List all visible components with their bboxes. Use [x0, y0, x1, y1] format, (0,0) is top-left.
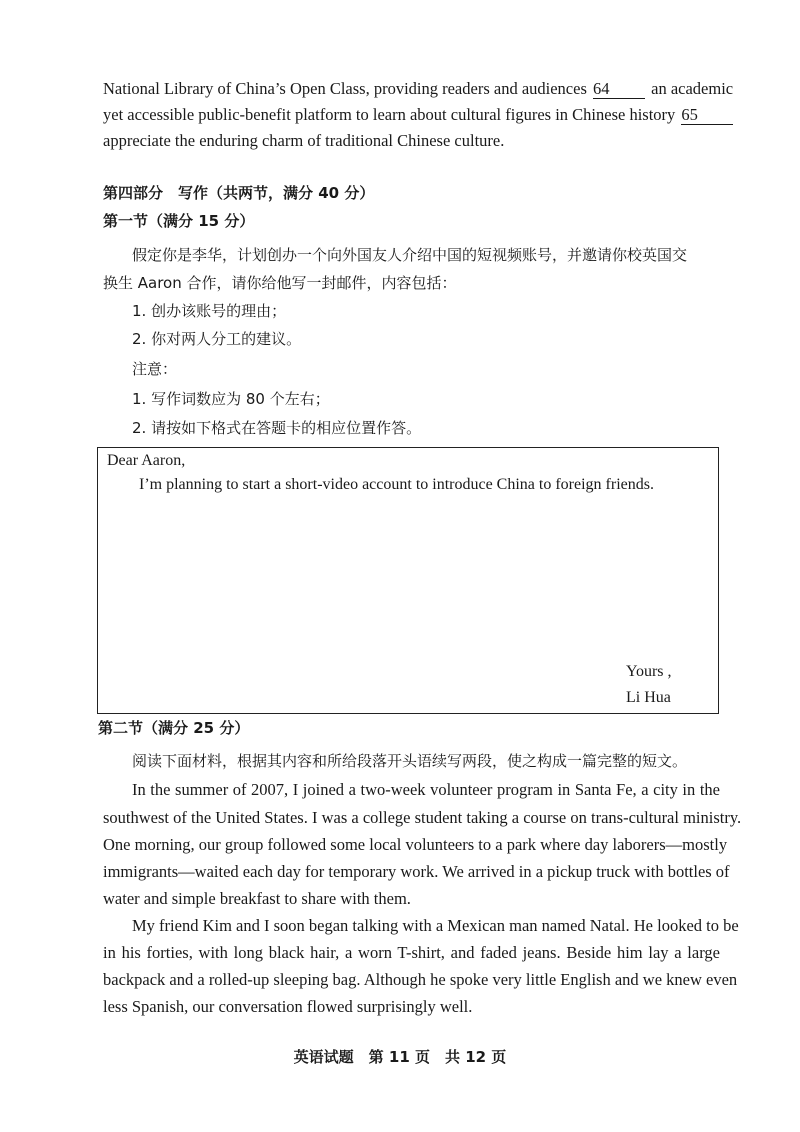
passage-line-2: yet accessible public-benefit platform to learn about cultural figures in Chinese history 65	[103, 102, 715, 128]
part4-heading: 第四部分 写作（共两节，满分 40 分）	[103, 184, 375, 202]
section2-heading: 第二节（满分 25 分）	[98, 719, 250, 737]
requirement-item-1: 1. 创办该账号的理由；	[132, 302, 287, 320]
section1-prompt-line-2: 换生 Aaron 合作，请你给他写一封邮件，内容包括：	[103, 274, 457, 292]
passage-line-3: appreciate the enduring charm of traditional Chinese culture.	[103, 131, 505, 150]
note-item-1: 1. 写作词数应为 80 个左右；	[132, 390, 330, 408]
letter-closing: Yours ,	[626, 663, 672, 680]
para1-line-1: In the summer of 2007, I joined a two-week volunteer program in Santa Fe, a city in the	[132, 780, 720, 799]
para2-line-3: backpack and a rolled-up sleeping bag. Although he spoke very little English and we knew even	[103, 970, 738, 989]
section2-instruction: 阅读下面材料，根据其内容和所给段落开头语续写两段，使之构成一篇完整的短文。	[132, 752, 688, 770]
blank-64: 64	[593, 80, 645, 99]
letter-opening: I’m planning to start a short-video account to introduce China to foreign friends.	[139, 476, 654, 493]
letter-signature: Li Hua	[626, 689, 671, 706]
blank-65: 65	[681, 106, 733, 125]
para2-line-1: My friend Kim and I soon began talking with a Mexican man named Natal. He looked to be	[132, 916, 739, 935]
section1-heading: 第一节（满分 15 分）	[103, 212, 255, 230]
letter-greeting: Dear Aaron,	[107, 452, 186, 469]
letter-template-box	[97, 447, 719, 714]
passage-line-1: National Library of China’s Open Class, providing readers and audiences 64 an academic	[103, 79, 734, 98]
para1-line-5: water and simple breakfast to share with them.	[103, 889, 411, 908]
requirement-item-2: 2. 你对两人分工的建议。	[132, 330, 302, 348]
para1-line-4: immigrants—waited each day for temporary work. We arrived in a pickup truck with bottles of	[103, 862, 730, 881]
page-footer: 英语试题 第 11 页 共 12 页	[293, 1048, 507, 1066]
section1-prompt-line-1: 假定你是李华，计划创办一个向外国友人介绍中国的短视频账号，并邀请你校英国交	[132, 246, 688, 264]
para2-line-2: in his forties, with long black hair, a worn T-shirt, and faded jeans. Beside him lay a large	[103, 943, 720, 962]
para1-line-3: One morning, our group followed some local volunteers to a park where day laborers—mostly	[103, 835, 728, 854]
note-item-2: 2. 请按如下格式在答题卡的相应位置作答。	[132, 419, 422, 437]
note-label: 注意：	[132, 360, 178, 378]
para1-line-2: southwest of the United States. I was a college student taking a course on trans-cultural ministry.	[103, 808, 742, 827]
para2-line-4: less Spanish, our conversation flowed surprisingly well.	[103, 997, 473, 1016]
